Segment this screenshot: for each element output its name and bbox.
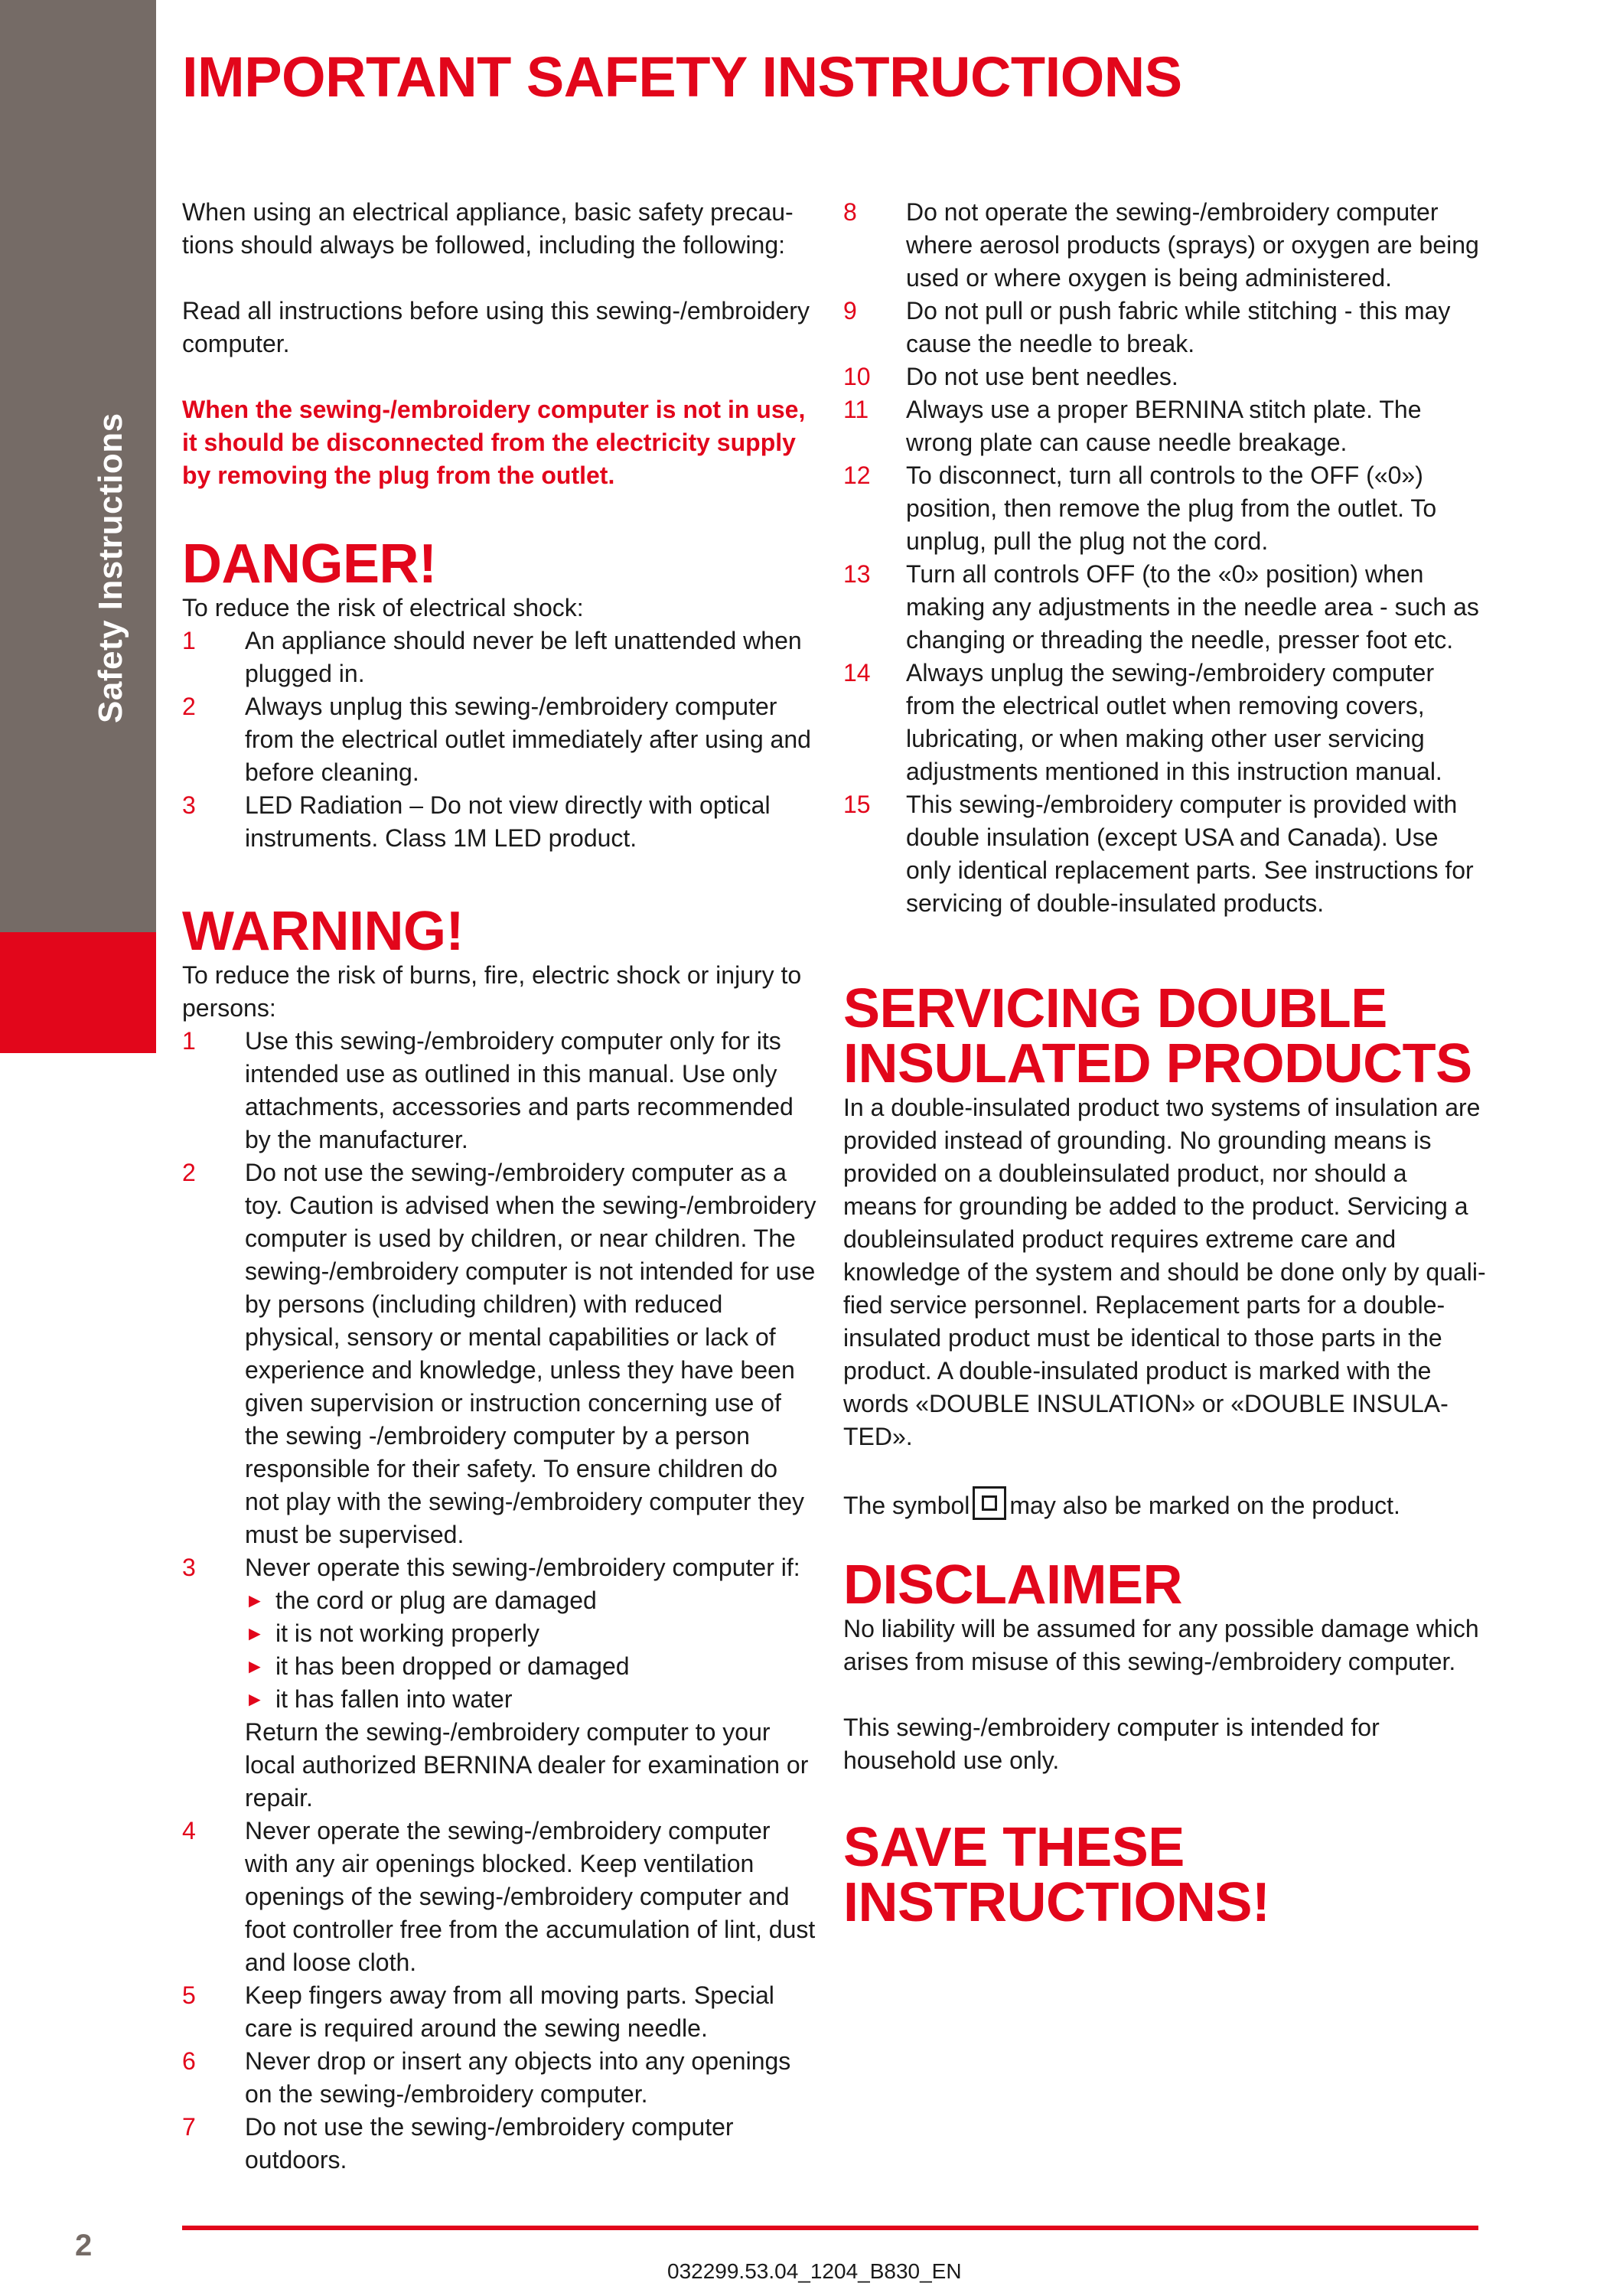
bullet-item: ► the cord or plug are damaged <box>245 1584 817 1617</box>
servicing-heading: SERVICING DOUBLE INSULATED PRODUCTS <box>843 978 1472 1094</box>
list-item: 15 This sewing-/embroidery computer is provided with double insulation (except USA and Canada). Use only identical replacement parts. See instructions for servicing of double-insulated products. <box>843 791 1474 917</box>
list-item: 10 Do not use bent needles. <box>843 363 1178 390</box>
bullet-item: ► it is not working properly <box>245 1617 817 1650</box>
side-tab-red-marker <box>0 932 156 1053</box>
list-item: 14 Always unplug the sewing-/embroidery computer from the electrical outlet when removing covers, lubricating, or when making other user servicing adjustments mentioned in this instruction manual. <box>843 659 1442 785</box>
warning-heading: WARNING! <box>182 901 464 962</box>
return-instruction: Return the sewing-/embroidery computer to your local authorized BERNINA dealer for examination or repair. <box>245 1718 809 1812</box>
disclaimer-paragraph: No liability will be assumed for any possible damage which arises from misuse of this sewing-/embroidery computer. <box>843 1615 1479 1675</box>
disclaimer-heading: DISCLAIMER <box>843 1554 1182 1616</box>
list-item: 9 Do not pull or push fabric while stitching - this may cause the needle to break. <box>843 297 1451 357</box>
list-item: 4 Never operate the sewing-/embroidery computer with any air openings blocked. Keep ventilation openings of the sewing-/embroidery computer and foot controller free from the accumulation of lint, dust and loose cloth. <box>182 1817 816 1976</box>
danger-lead: To reduce the risk of electrical shock: <box>182 594 584 621</box>
list-item: 2 Always unplug this sewing-/embroidery computer from the electrical outlet immediately after using and before cleaning. <box>182 693 811 786</box>
warning-list <box>182 1025 817 2177</box>
arrow-icon: ► <box>245 1655 265 1678</box>
right-column <box>843 196 1486 1933</box>
symbol-sentence: The symbol may also be marked on the product. <box>843 1486 1486 1522</box>
side-tab-label: Safety Instructions <box>92 413 129 723</box>
arrow-icon: ► <box>245 1688 265 1711</box>
list-item: 7 Do not use the sewing-/embroidery computer outdoors. <box>182 2113 734 2174</box>
household-use-paragraph: This sewing-/embroidery computer is intended for household use only. <box>843 1714 1380 1774</box>
servicing-body: In a double-insulated product two systems of insulation are provided instead of grounding. No grounding means is provided on a doubleinsulated product, nor should a means for grounding be added to the product. Servicing a doubleinsulated product requires extreme care and knowledge of the system and should be done only by quali-fied service personnel. Replacement parts for a double-insulated product must be identical to those parts in the product. A double-insulated product is marked with the words «DOUBLE INSULATION» or «DOUBLE INSULA-TED». <box>843 1094 1486 1450</box>
page-number: 2 <box>75 2229 93 2262</box>
list-item: 3 Never operate this sewing-/embroidery computer if: ► the cord or plug are damaged ► it is not working properly ► it has been dropped or damaged ► it has fallen into water Return the sewing-/embroidery computer to your local authorized BERNINA dealer for examination or repair. <box>182 1551 817 1815</box>
side-tab-background <box>0 0 156 932</box>
list-item: 13 Turn all controls OFF (to the «0» position) when making any adjustments in the needle area - such as changing or threading the needle, presser foot etc. <box>843 560 1479 654</box>
list-item: 6 Never drop or insert any objects into any openings on the sewing-/embroidery computer. <box>182 2047 791 2108</box>
condition-bullets <box>245 1584 817 1716</box>
left-column <box>182 196 817 2177</box>
document-code: 032299.53.04_1204_B830_EN <box>667 2259 962 2283</box>
bullet-item: ► it has fallen into water <box>245 1683 817 1716</box>
list-item: 11 Always use a proper BERNINA stitch plate. The wrong plate can cause needle breakage. <box>843 396 1422 456</box>
danger-heading: DANGER! <box>182 533 437 595</box>
list-item: 12 To disconnect, turn all controls to the OFF («0») position, then remove the plug from the outlet. To unplug, pull the plug not the cord. <box>843 461 1437 555</box>
warning-list-continued <box>843 196 1486 920</box>
arrow-icon: ► <box>245 1589 265 1612</box>
list-item: 3 LED Radiation – Do not view directly with optical instruments. Class 1M LED product. <box>182 791 771 852</box>
list-item: 5 Keep fingers away from all moving parts. Special care is required around the sewing needle. <box>182 1981 774 2042</box>
double-insulation-symbol-icon <box>973 1486 1006 1520</box>
save-instructions-heading: SAVE THESE INSTRUCTIONS! <box>843 1817 1270 1933</box>
warning-lead: To reduce the risk of burns, fire, electric shock or injury to persons: <box>182 961 802 1022</box>
disconnect-warning: When the sewing-/embroidery computer is not in use, it should be disconnected from the electricity supply by removing the plug from the outlet. <box>182 396 806 489</box>
intro-paragraph: When using an electrical appliance, basic safety precau-tions should always be followed, including the following: <box>182 198 794 259</box>
read-instructions-paragraph: Read all instructions before using this sewing-/embroidery computer. <box>182 297 810 357</box>
bullet-item: ► it has been dropped or damaged <box>245 1650 817 1683</box>
page-title: IMPORTANT SAFETY INSTRUCTIONS <box>182 45 1182 109</box>
list-item: 1 Use this sewing-/embroidery computer only for its intended use as outlined in this manual. Use only attachments, accessories and parts recommended by the manufacturer. <box>182 1027 794 1153</box>
arrow-icon: ► <box>245 1622 265 1645</box>
footer-rule <box>182 2226 1478 2230</box>
danger-list <box>182 625 817 855</box>
list-item: 1 An appliance should never be left unattended when plugged in. <box>182 627 802 687</box>
list-item: 2 Do not use the sewing-/embroidery computer as a toy. Caution is advised when the sewing-/embroidery computer is used by children, or near children. The sewing-/embroidery computer is not intended for use by persons (including children) with reduced physical, sensory or mental capabilities or lack of experience and knowledge, unless they have been given supervision or instruction concerning use of the sewing -/embroidery computer by a person responsible for their safety. To ensure children do not play with the sewing-/embroidery computer they must be supervised. <box>182 1159 816 1548</box>
list-item: 8 Do not operate the sewing-/embroidery computer where aerosol products (sprays) or oxygen are being used or where oxygen is being administered. <box>843 198 1479 292</box>
